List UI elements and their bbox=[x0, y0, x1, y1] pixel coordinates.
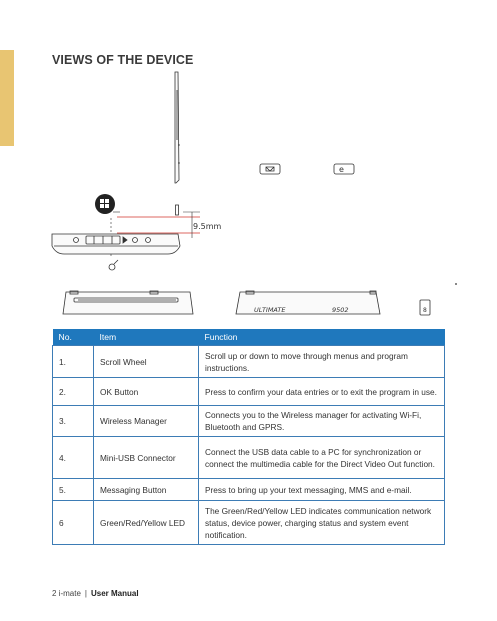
cell-item: Green/Red/Yellow LED bbox=[94, 501, 199, 545]
dimension-label: 9.5mm bbox=[193, 222, 222, 231]
header-function: Function bbox=[199, 329, 445, 346]
page-title: VIEWS OF THE DEVICE bbox=[52, 53, 194, 67]
cell-no: 5. bbox=[53, 479, 94, 501]
footer-separator: | bbox=[84, 589, 87, 598]
cell-no: 4. bbox=[53, 437, 94, 479]
cell-function: Press to confirm your data entries or to exit the program in use. bbox=[199, 378, 445, 406]
page-footer bbox=[52, 589, 139, 598]
dimension-marker bbox=[117, 217, 200, 233]
device-side-profile bbox=[175, 72, 180, 215]
svg-text:e: e bbox=[339, 165, 344, 174]
wireless-key-icon bbox=[334, 164, 354, 174]
stylus-icon bbox=[109, 260, 118, 270]
cell-function: Scroll up or down to move through menus and program instructions. bbox=[199, 346, 445, 378]
cell-function: The Green/Red/Yellow LED indicates communication network status, device power, charging status and system event notification. bbox=[199, 501, 445, 545]
cell-item: Messaging Button bbox=[94, 479, 199, 501]
windows-key-icon bbox=[95, 194, 115, 214]
table-row bbox=[53, 479, 445, 501]
cell-function: Connects you to the Wireless manager for activating Wi-Fi, Bluetooth and GPRS. bbox=[199, 406, 445, 437]
cell-function: Connect the USB data cable to a PC for synchronization or connect the multimedia cable for the Direct Video Out function. bbox=[199, 437, 445, 479]
cell-no: 6 bbox=[53, 501, 94, 545]
device-model-label: 9502 bbox=[332, 306, 349, 314]
page-number: 2 bbox=[52, 589, 57, 598]
device-brand-label: ULTIMATE bbox=[254, 306, 286, 314]
cell-function: Press to bring up your text messaging, MMS and e-mail. bbox=[199, 479, 445, 501]
table-row bbox=[53, 406, 445, 437]
table-row bbox=[53, 501, 445, 545]
table-row bbox=[53, 378, 445, 406]
header-no: No. bbox=[53, 329, 94, 346]
function-table bbox=[52, 329, 445, 545]
cell-no: 1. bbox=[53, 346, 94, 378]
footer-brand: i-mate bbox=[58, 589, 81, 598]
cell-no: 2. bbox=[53, 378, 94, 406]
svg-text:8: 8 bbox=[423, 307, 427, 314]
table-row bbox=[53, 437, 445, 479]
footer-manual-title: User Manual bbox=[91, 589, 139, 598]
device-bottom-view bbox=[52, 234, 180, 254]
messaging-key-icon bbox=[260, 164, 280, 174]
cell-item: Mini-USB Connector bbox=[94, 437, 199, 479]
sim-card-icon bbox=[420, 300, 430, 315]
cell-item: OK Button bbox=[94, 378, 199, 406]
cell-item: Wireless Manager bbox=[94, 406, 199, 437]
table-header-row bbox=[53, 329, 445, 346]
cell-no: 3. bbox=[53, 406, 94, 437]
header-item: Item bbox=[94, 329, 199, 346]
cell-item: Scroll Wheel bbox=[94, 346, 199, 378]
device-edge-left bbox=[63, 291, 193, 314]
device-diagram bbox=[0, 60, 497, 322]
table-row bbox=[53, 346, 445, 378]
